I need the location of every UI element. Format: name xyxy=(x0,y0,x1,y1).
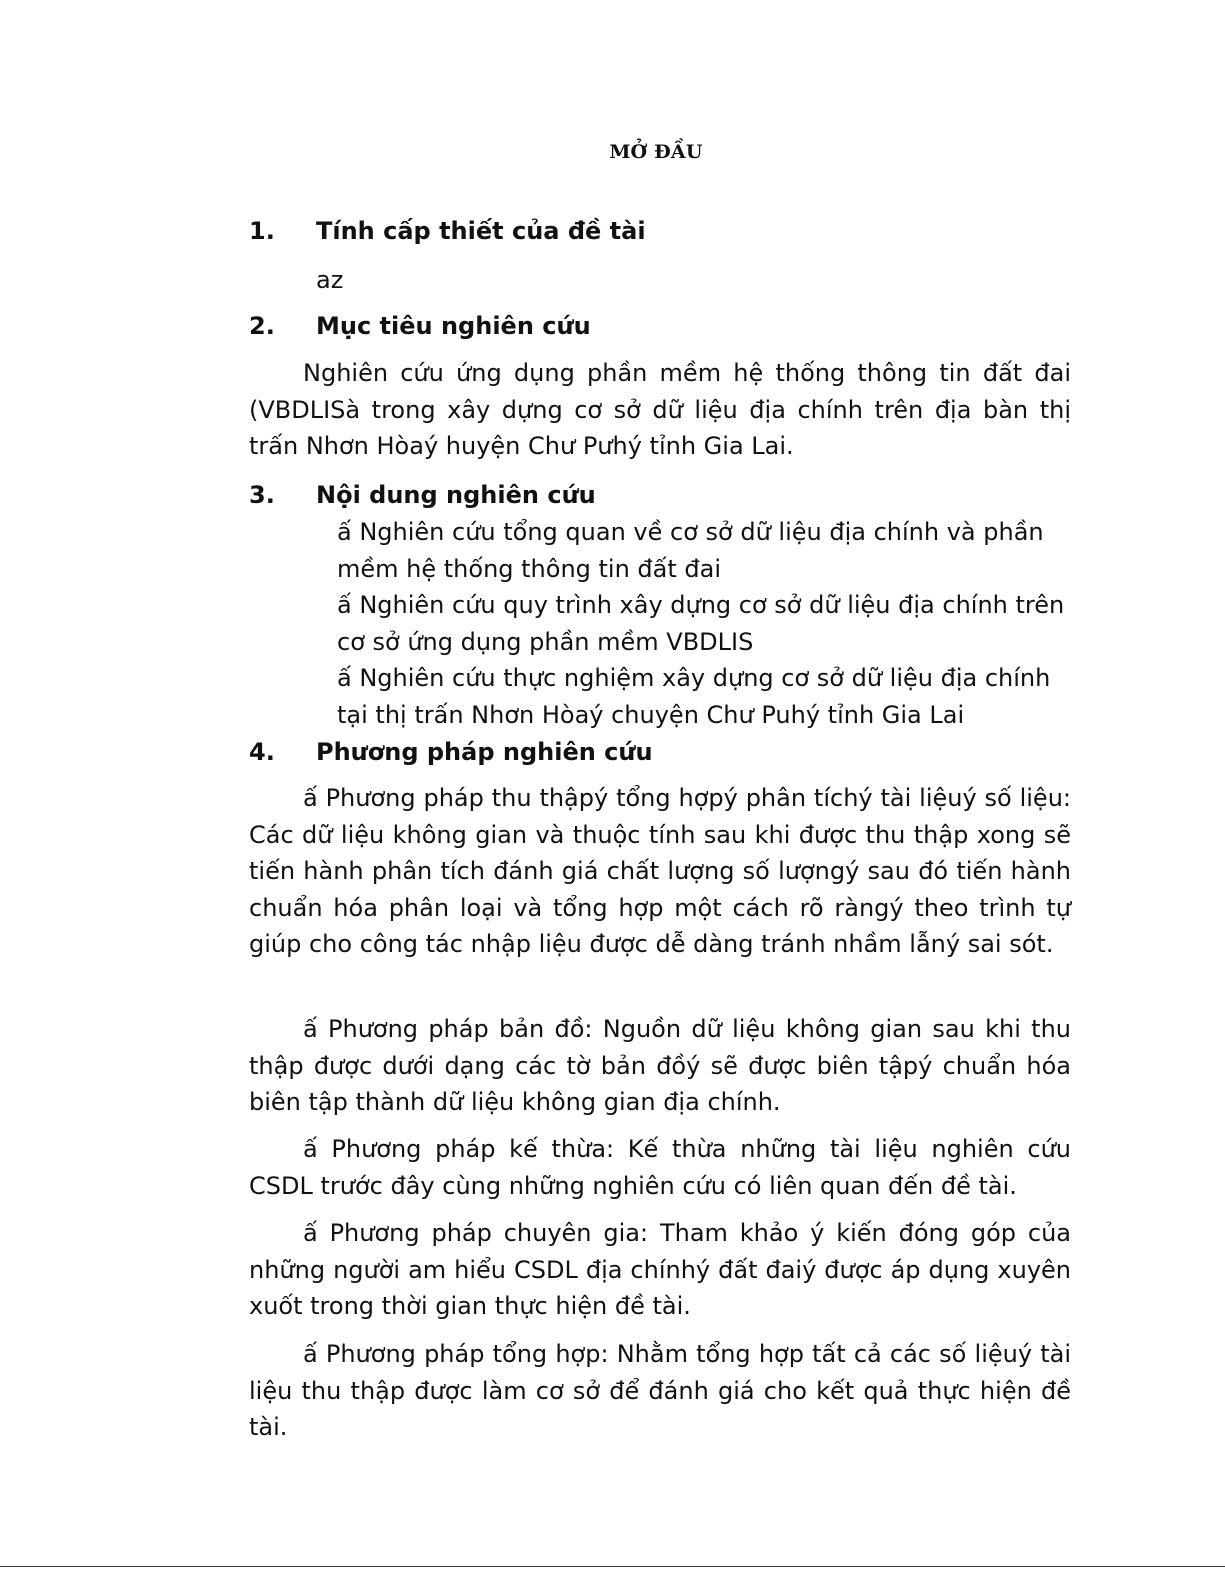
section-number: 1. xyxy=(249,217,275,245)
page-bottom-divider xyxy=(0,1566,1225,1567)
section-title: Nội dung nghiên cứu xyxy=(316,481,596,509)
section-2-heading xyxy=(249,311,591,341)
content-bullet-list xyxy=(337,514,1077,734)
list-item: ấ Nghiên cứu quy trình xây dựng cơ sở dữ liệu địa chính trên xyxy=(337,591,1065,620)
list-item: mềm hệ thống thông tin đất đai xyxy=(337,554,722,583)
section-number: 4. xyxy=(249,738,275,766)
section-3-heading xyxy=(249,480,596,510)
list-item: cơ sở ứng dụng phần mềm VBDLIS xyxy=(337,627,754,656)
section-title: Phương pháp nghiên cứu xyxy=(316,738,653,766)
section-number: 3. xyxy=(249,481,275,509)
list-item: tại thị trấn Nhơn Hòaý chuyện Chư Puhý tỉnh Gia Lai xyxy=(337,700,965,729)
list-item: ấ Nghiên cứu tổng quan về cơ sở dữ liệu địa chính và phần xyxy=(337,518,1044,546)
section-1-heading xyxy=(249,216,646,246)
method-paragraph-3: ấ Phương pháp kế thừa: Kế thừa những tài liệu nghiên cứu CSDL trước đây cùng những nghiên cứu có liên quan đến đề tài. xyxy=(249,1135,1071,1200)
section-4-heading xyxy=(249,737,653,767)
section-2-paragraph: Nghiên cứu ứng dụng phần mềm hệ thống thông tin đất đai (VBDLISà trong xây dựng cơ sở dữ liệu địa chính trên địa bàn thị trấn Nhơn Hòaý huyện Chư Pưhý tỉnh Gia Lai. xyxy=(249,359,1071,460)
method-paragraph-4: ấ Phương pháp chuyên gia: Tham khảo ý kiến đóng góp của những người am hiểu CSDL địa chínhý đất đaiý được áp dụng xuyên xuốt trong thời gian thực hiện đề tài. xyxy=(249,1219,1071,1320)
page-title: MỞ ĐẦU xyxy=(609,141,703,163)
section-1-body: az xyxy=(316,266,344,294)
section-number: 2. xyxy=(249,312,275,340)
section-title: Tính cấp thiết của đề tài xyxy=(316,217,646,245)
list-item: ấ Nghiên cứu thực nghiệm xây dựng cơ sở dữ liệu địa chính xyxy=(337,664,1051,693)
method-paragraph-5: ấ Phương pháp tổng hợp: Nhằm tổng hợp tất cả các số liệuý tài liệu thu thập được làm cơ sở để đánh giá cho kết quả thực hiện đề tài. xyxy=(249,1340,1071,1441)
method-paragraph-2: ấ Phương pháp bản đồ: Nguồn dữ liệu không gian sau khi thu thập được dưới dạng các tờ bản đồý sẽ được biên tậpý chuẩn hóa biên tập thành dữ liệu không gian địa chính. xyxy=(249,1015,1071,1116)
method-paragraph-1: ấ Phương pháp thu thậpý tổng hợpý phân tíchý tài liệuý số liệu: Các dữ liệu không gian và thuộc tính sau khi được thu thập xong sẽ tiến hành phân tích đánh giá chất lượng số lượngý sau đó tiến hành chuẩn hóa phân loại và tổng hợp một cách rõ ràngý theo trình tự giúp cho công tác nhập liệu được dễ dàng tránh nhầm lẫný sai sót. xyxy=(249,784,1071,958)
section-title: Mục tiêu nghiên cứu xyxy=(316,312,591,340)
